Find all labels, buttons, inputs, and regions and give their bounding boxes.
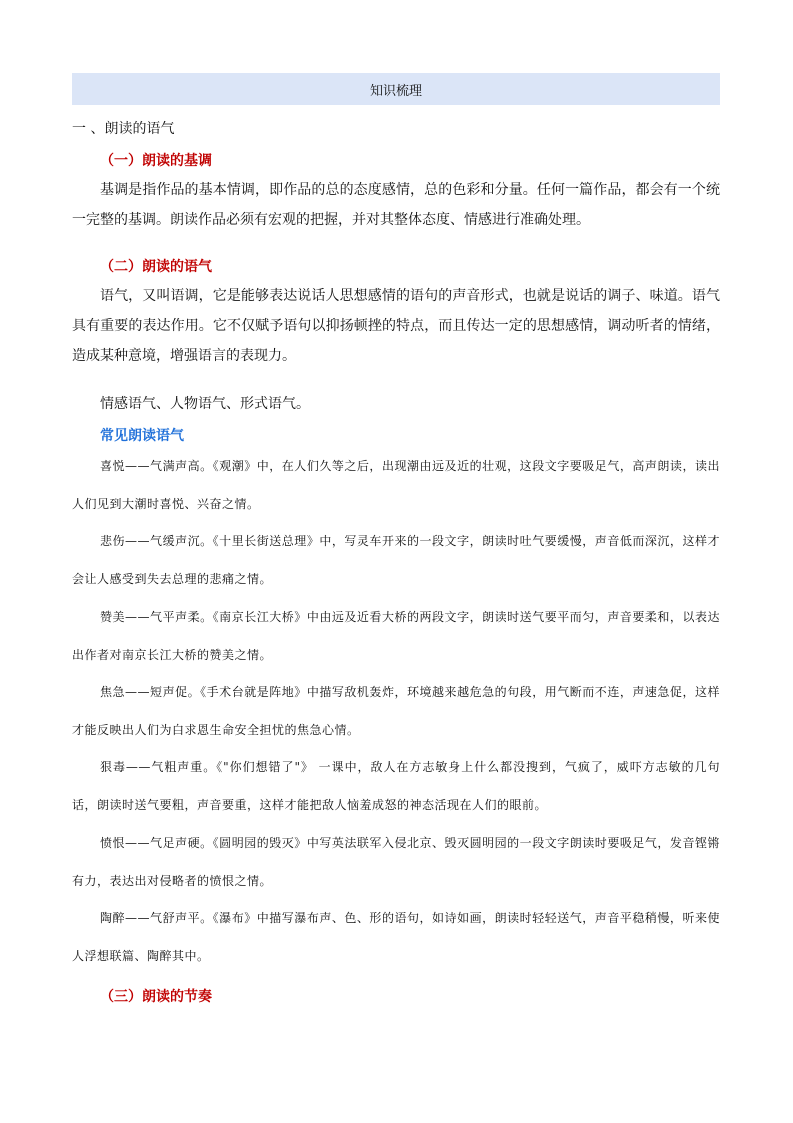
tone-item-praise: 赞美——气平声柔。《南京长江大桥》中由远及近看大桥的两段文字，朗读时送气要平而匀，声音要柔和，以表达出作者对南京长江大桥的赞美之情。 bbox=[72, 610, 720, 662]
tone-item-intoxication: 陶醉——气舒声平。《瀑布》中描写瀑布声、色、形的语句，如诗如画，朗读时轻轻送气，声音平稳稍慢，听来使人浮想联篇、陶醉其中。 bbox=[72, 911, 720, 963]
header-title: 知识梳理 bbox=[369, 83, 422, 99]
tone-item-anxiety: 焦急——短声促。《手术台就是阵地》中描写敌机轰炸，环境越来越危急的句段，用气断而不连，声速急促，这样才能反映出人们为白求恩生命安全担忧的焦急心情。 bbox=[72, 685, 720, 737]
tone-item-sorrow: 悲伤——气缓声沉。《十里长街送总理》中，写灵车开来的一段文字，朗读时吐气要缓慢，声音低而深沉，这样才会让人感受到失去总理的悲痛之情。 bbox=[72, 534, 720, 586]
paragraph-tone-basis: 基调是指作品的基本情调，即作品的总的态度感情，总的色彩和分量。任何一篇作品，都会有一个统一完整的基调。朗读作品必须有宏观的把握，并对其整体态度、情感进行准确处理。 bbox=[72, 182, 720, 228]
section-header-bar bbox=[72, 73, 720, 105]
paragraph-tone: 语气，又叫语调，它是能够表达说话人思想感情的语句的声音形式，也就是说话的调子、味道。语气具有重要的表达作用。它不仅赋予语句以抑扬顿挫的特点，而且传达一定的思想感情，调动听者的情绪，造成某种意境，增强语言的表现力。 bbox=[72, 288, 720, 364]
tone-item-joy: 喜悦——气满声高。《观潮》中，在人们久等之后，出现潮由远及近的壮观，这段文字要吸足气，高声朗读，读出人们见到大潮时喜悦、兴奋之情。 bbox=[72, 459, 720, 511]
sub-heading-tone-basis: （一）朗读的基调 bbox=[100, 153, 212, 169]
section-title-1: 一 、朗读的语气 bbox=[72, 121, 175, 137]
tone-item-anger: 愤恨——气足声硬。《圆明园的毁灭》中写英法联军入侵北京、毁灭圆明园的一段文字朗读时要吸足气，发音铿锵有力，表达出对侵略者的愤恨之情。 bbox=[72, 836, 720, 888]
sub-heading-rhythm: （三）朗读的节奏 bbox=[100, 989, 212, 1005]
tone-item-malice: 狠毒——气粗声重。《"你们想错了"》 一课中，敌人在方志敏身上什么都没搜到，气疯了，威吓方志敏的几句话，朗读时送气要粗，声音要重，这样才能把敌人恼羞成怒的神态活现在人们的眼前。 bbox=[72, 760, 720, 812]
tone-types-line: 情感语气、人物语气、形式语气。 bbox=[100, 396, 310, 412]
common-tones-heading: 常见朗读语气 bbox=[100, 428, 184, 444]
sub-heading-tone: （二）朗读的语气 bbox=[100, 259, 212, 275]
